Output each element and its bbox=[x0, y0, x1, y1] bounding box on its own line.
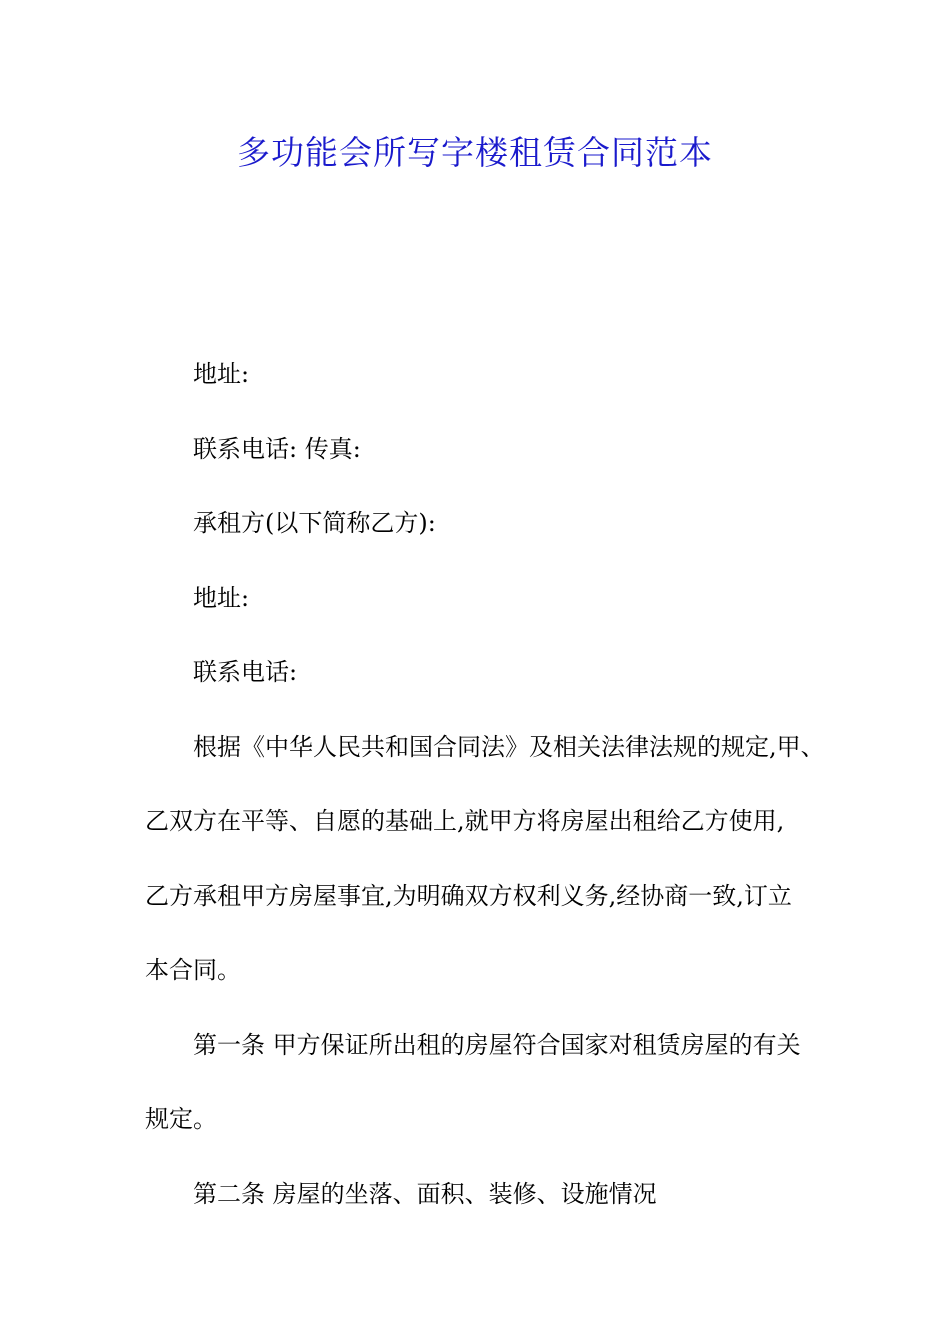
phone-fax-line: 联系电话: 传真: bbox=[193, 434, 361, 463]
lessee-address-line: 地址: bbox=[193, 583, 250, 612]
preamble-line-3: 乙方承租甲方房屋事宜,为明确双方权利义务,经协商一致,订立 bbox=[145, 881, 792, 910]
lessee-line: 承租方(以下简称乙方): bbox=[193, 509, 436, 537]
address-line: 地址: bbox=[193, 360, 250, 388]
preamble-line-4: 本合同。 bbox=[145, 956, 241, 984]
preamble-line-2: 乙双方在平等、自愿的基础上,就甲方将房屋出租给乙方使用, bbox=[145, 807, 785, 835]
article-2-line-1: 第二条 房屋的坐落、面积、装修、设施情况 bbox=[193, 1179, 657, 1208]
article-1-line-2: 规定。 bbox=[145, 1105, 217, 1133]
lessee-phone-line: 联系电话: bbox=[193, 658, 298, 686]
document-body bbox=[145, 337, 825, 1231]
preamble-line-1: 根据《中华人民共和国合同法》及相关法律法规的规定,甲、 bbox=[193, 732, 825, 761]
document-title: 多功能会所写字楼租赁合同范本 bbox=[237, 133, 713, 172]
article-1-line-1: 第一条 甲方保证所出租的房屋符合国家对租赁房屋的有关 bbox=[193, 1030, 801, 1059]
